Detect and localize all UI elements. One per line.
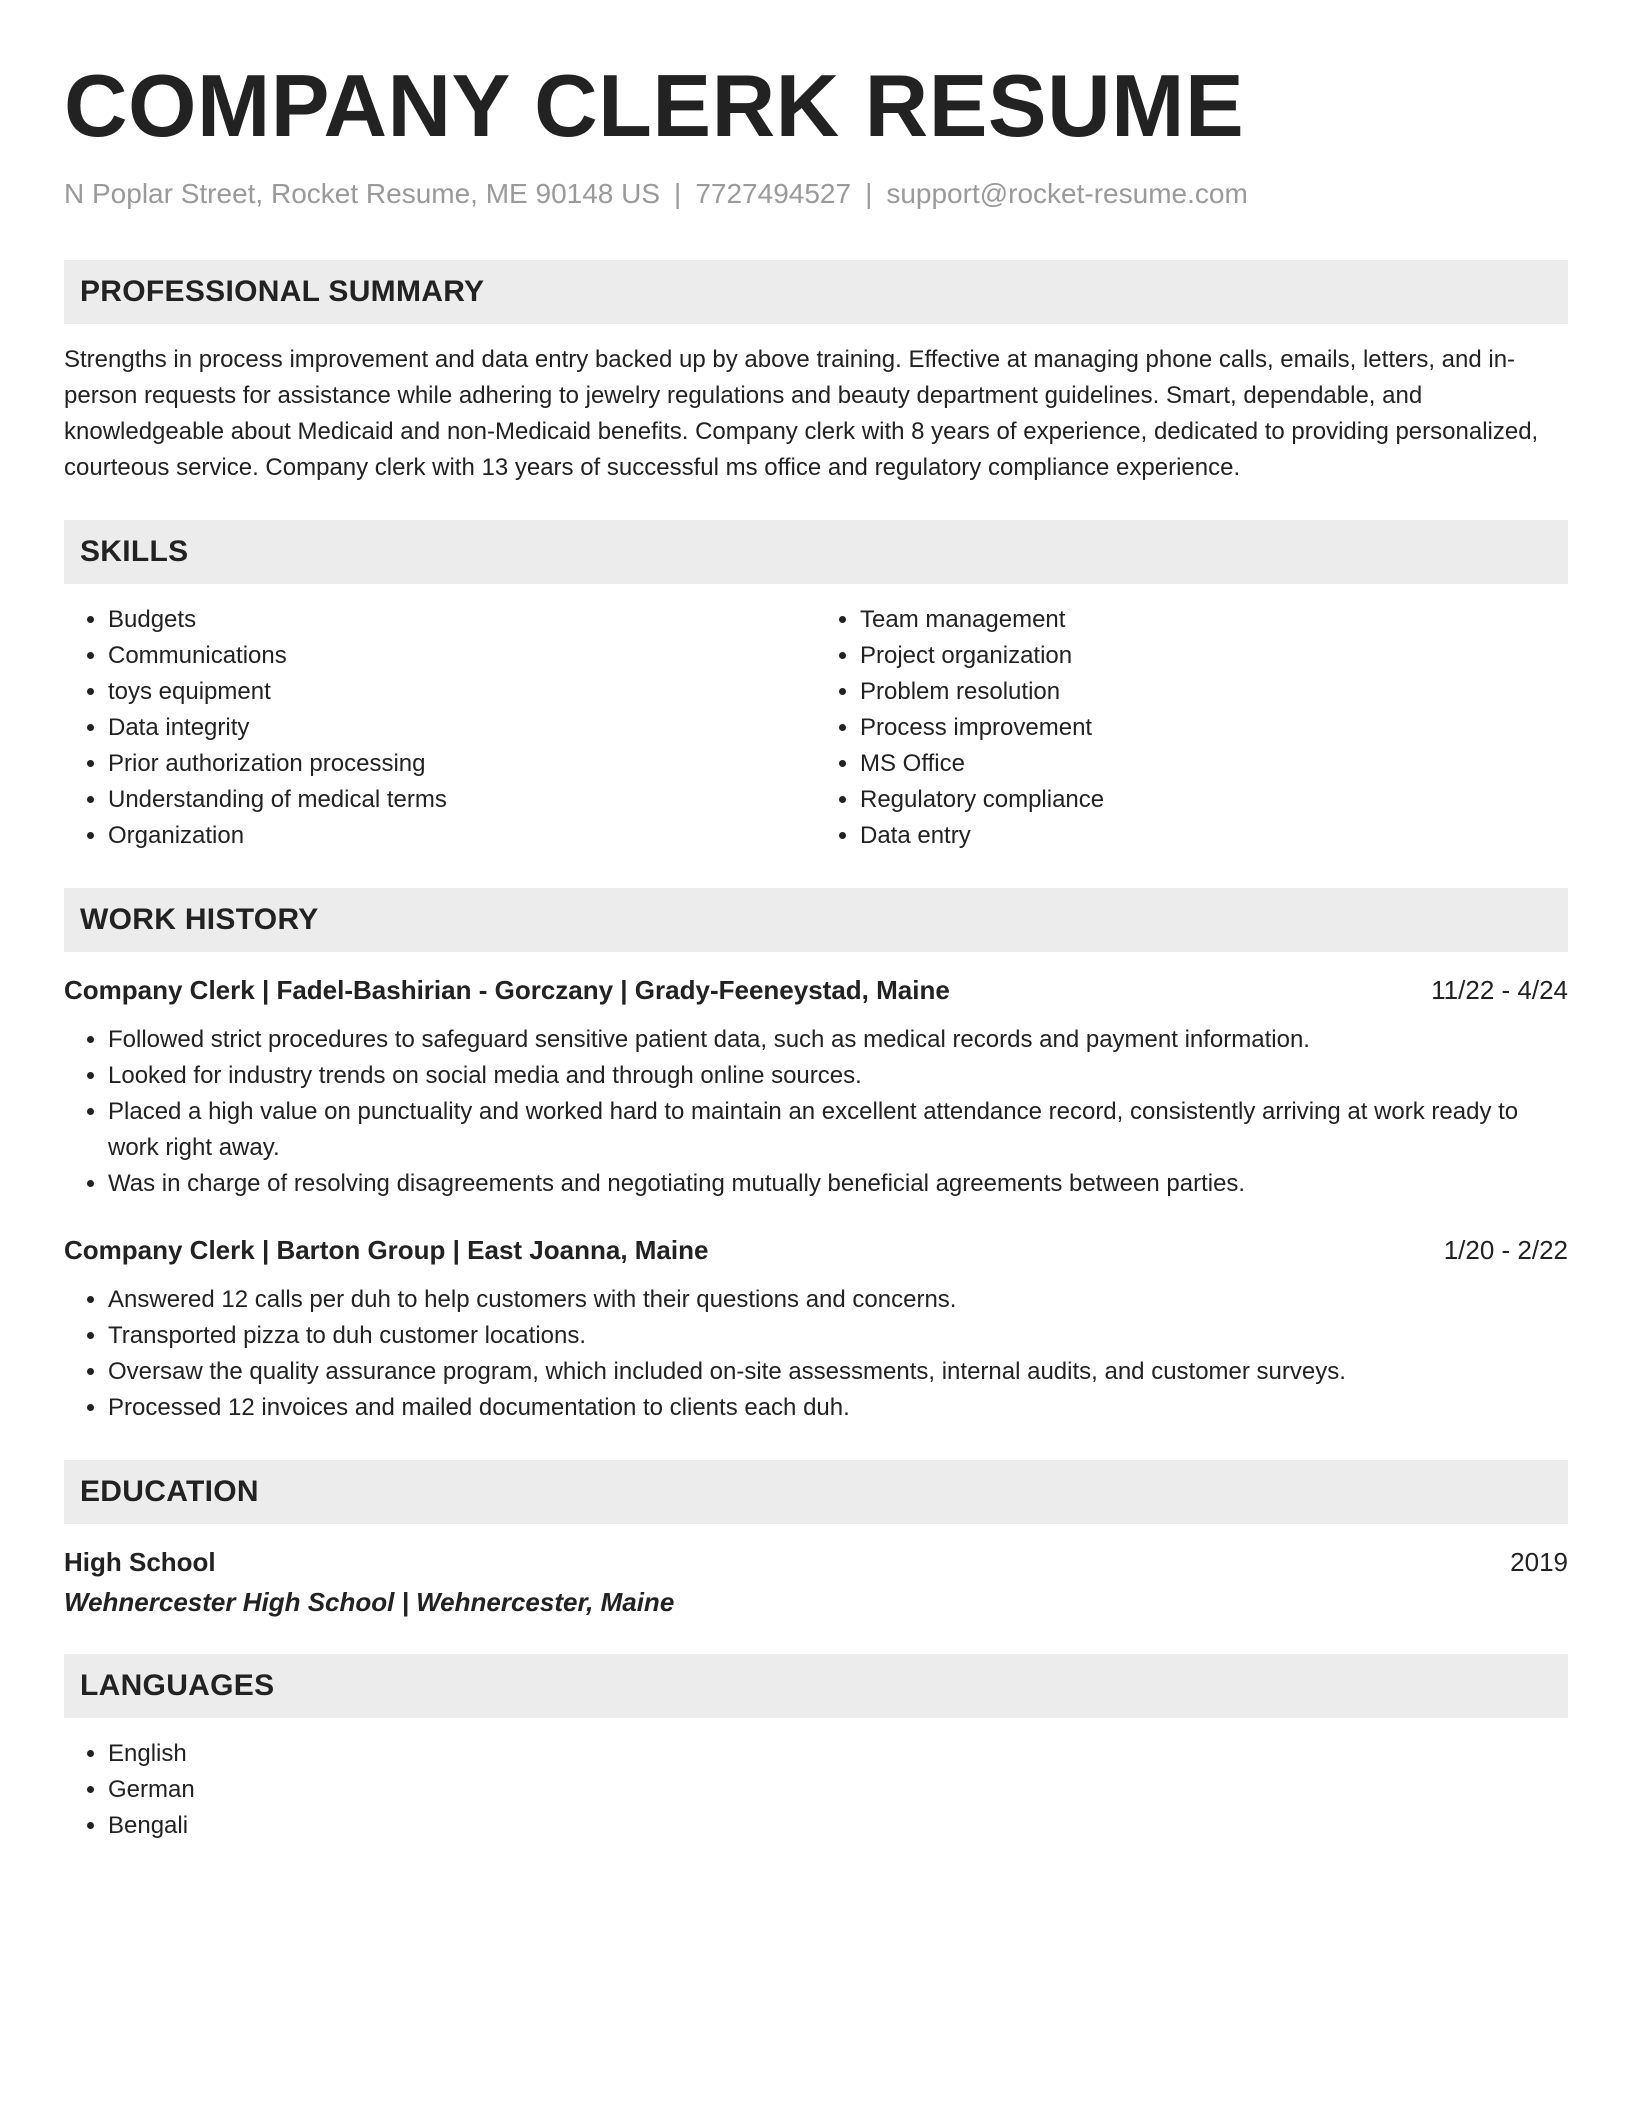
skill-item: • Organization bbox=[108, 818, 816, 854]
job-bullet: • Was in charge of resolving disagreements and negotiating mutually beneficial agreements between parties. bbox=[108, 1166, 1568, 1202]
job-dates: 11/22 - 4/24 bbox=[1431, 975, 1568, 1005]
skill-item: • Prior authorization processing bbox=[108, 746, 816, 782]
skill-item: • Process improvement bbox=[860, 710, 1568, 746]
job-bullet: • Placed a high value on punctuality and worked hard to maintain an excellent attendance record, consistently arriving at work ready to work right away. bbox=[108, 1094, 1568, 1166]
job-entry bbox=[64, 972, 1568, 1202]
job-title: Company Clerk | Fadel-Bashirian - Gorczany | Grady-Feeneystad, Maine bbox=[64, 975, 950, 1005]
job-bullet: • Transported pizza to duh customer locations. bbox=[108, 1318, 1568, 1354]
section-heading-work-history: WORK HISTORY bbox=[64, 888, 1568, 952]
education-year: 2019 bbox=[1510, 1547, 1568, 1577]
section-heading-skills: SKILLS bbox=[64, 520, 1568, 584]
summary-text: Strengths in process improvement and data entry backed up by above training. Effective at managing phone calls, emails, letters, and in-person requests for assistance while adhering to jewelry regulations and beauty department guidelines. Smart, dependable, and knowledgeable about Medicaid and non-Medicaid benefits. Company clerk with 8 years of experience, dedicated to providing personalized, courteous service. Company clerk with 13 years of successful ms office and regulatory compliance experience. bbox=[64, 346, 1539, 481]
language-item: • Bengali bbox=[108, 1808, 1568, 1844]
skill-item: • Regulatory compliance bbox=[860, 782, 1568, 818]
job-bullets bbox=[64, 1022, 1568, 1202]
skill-item: • Problem resolution bbox=[860, 674, 1568, 710]
section-heading-languages: LANGUAGES bbox=[64, 1654, 1568, 1718]
job-bullets bbox=[64, 1282, 1568, 1426]
contact-separator: | bbox=[865, 178, 873, 209]
skill-item: • Team management bbox=[860, 602, 1568, 638]
skill-item: • Understanding of medical terms bbox=[108, 782, 816, 818]
contact-separator: | bbox=[674, 178, 682, 209]
contact-phone: 7727494527 bbox=[695, 178, 852, 209]
skill-item: • Communications bbox=[108, 638, 816, 674]
education-school: Wehnercester High School | Wehnercester, Maine bbox=[64, 1587, 675, 1617]
education-header bbox=[64, 1544, 1568, 1580]
job-bullet: • Followed strict procedures to safeguard sensitive patient data, such as medical records and payment information. bbox=[108, 1022, 1568, 1058]
section-heading-education: EDUCATION bbox=[64, 1460, 1568, 1524]
job-bullet: • Oversaw the quality assurance program, which included on-site assessments, internal audits, and customer surveys. bbox=[108, 1354, 1568, 1390]
language-item: • German bbox=[108, 1772, 1568, 1808]
skill-item: • Data integrity bbox=[108, 710, 816, 746]
contact-address: N Poplar Street, Rocket Resume, ME 90148 US bbox=[64, 178, 661, 209]
skill-item: • Data entry bbox=[860, 818, 1568, 854]
job-bullet: • Looked for industry trends on social media and through online sources. bbox=[108, 1058, 1568, 1094]
section-heading-summary: PROFESSIONAL SUMMARY bbox=[64, 260, 1568, 324]
skills-list bbox=[64, 602, 1568, 854]
job-bullet: • Processed 12 invoices and mailed documentation to clients each duh. bbox=[108, 1390, 1568, 1426]
contact-line bbox=[64, 178, 1568, 210]
job-header bbox=[64, 1232, 1568, 1268]
job-dates: 1/20 - 2/22 bbox=[1443, 1235, 1568, 1265]
skills-column-right bbox=[816, 602, 1568, 854]
skill-item: • toys equipment bbox=[108, 674, 816, 710]
language-item: • English bbox=[108, 1736, 1568, 1772]
education-degree: High School bbox=[64, 1547, 216, 1577]
skill-item: • Budgets bbox=[108, 602, 816, 638]
contact-email: support@rocket-resume.com bbox=[886, 178, 1248, 209]
job-header bbox=[64, 972, 1568, 1008]
resume-title: COMPANY CLERK RESUME bbox=[64, 56, 1245, 155]
skill-item: • MS Office bbox=[860, 746, 1568, 782]
job-entry bbox=[64, 1232, 1568, 1426]
education-entry bbox=[64, 1544, 1568, 1620]
languages-list bbox=[64, 1736, 1568, 1844]
skill-item: • Project organization bbox=[860, 638, 1568, 674]
job-title: Company Clerk | Barton Group | East Joanna, Maine bbox=[64, 1235, 709, 1265]
job-bullet: • Answered 12 calls per duh to help customers with their questions and concerns. bbox=[108, 1282, 1568, 1318]
skills-column-left bbox=[64, 602, 816, 854]
